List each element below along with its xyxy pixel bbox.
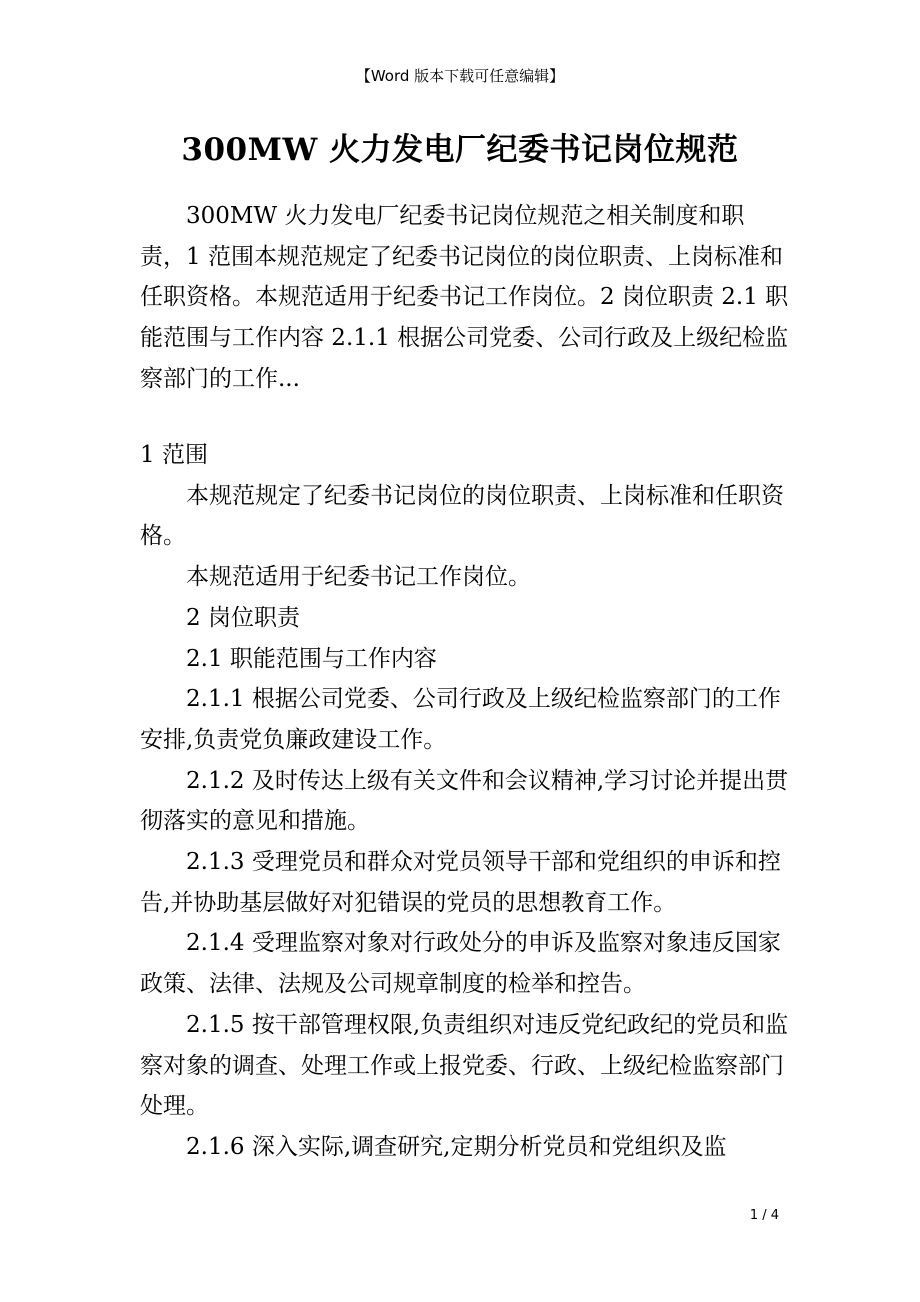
paragraph: 本规范规定了纪委书记岗位的岗位职责、上岗标准和任职资格。 xyxy=(140,482,784,550)
document-body xyxy=(140,435,790,1168)
summary-text: 300MW 火力发电厂纪委书记岗位规范之相关制度和职责，1 范围本规范规定了纪委书记岗位的岗位职责、上岗标准和任职资格。本规范适用于纪委书记工作岗位。2 岗位职责 2.1 职能范围与工作内容 2.1.1 根据公司党委、公司行政及上级纪检监察部门的工作... xyxy=(140,203,789,392)
clause-2-1-6: 2.1.6 深入实际,调查研究,定期分析党员和党组织及监 xyxy=(186,1133,727,1160)
page-number: 1 / 4 xyxy=(749,1208,779,1223)
paragraph: 本规范适用于纪委书记工作岗位。 xyxy=(186,564,531,591)
clause-2-1-4: 2.1.4 受理监察对象对行政处分的申诉及监察对象违反国家政策、法律、法规及公司规章制度的检举和控告。 xyxy=(140,930,781,998)
document-title: 300MW 火力发电厂纪委书记岗位规范 xyxy=(181,132,739,168)
summary-paragraph xyxy=(140,196,790,400)
section-heading-scope: 1 范围 xyxy=(140,442,208,468)
clause-2-1-5: 2.1.5 按干部管理权限,负责组织对违反党纪政纪的党员和监察对象的调查、处理工作或上报党委、行政、上级纪检监察部门处理。 xyxy=(140,1011,789,1120)
clause-2-1-1: 2.1.1 根据公司党委、公司行政及上级纪检监察部门的工作安排,负责党负廉政建设工作。 xyxy=(140,686,781,753)
clause-2-1-2: 2.1.2 及时传达上级有关文件和会议精神,学习讨论并提出贯彻落实的意见和措施。 xyxy=(140,767,789,835)
section-heading-duties: 2 岗位职责 xyxy=(186,604,300,631)
clause-2-1-3: 2.1.3 受理党员和群众对党员领导干部和党组织的申诉和控告,并协助基层做好对犯错误的党员的思想教育工作。 xyxy=(140,849,781,916)
subsection-heading: 2.1 职能范围与工作内容 xyxy=(186,645,437,672)
header-note: 【Word 版本下载可任意编辑】 xyxy=(355,67,565,85)
